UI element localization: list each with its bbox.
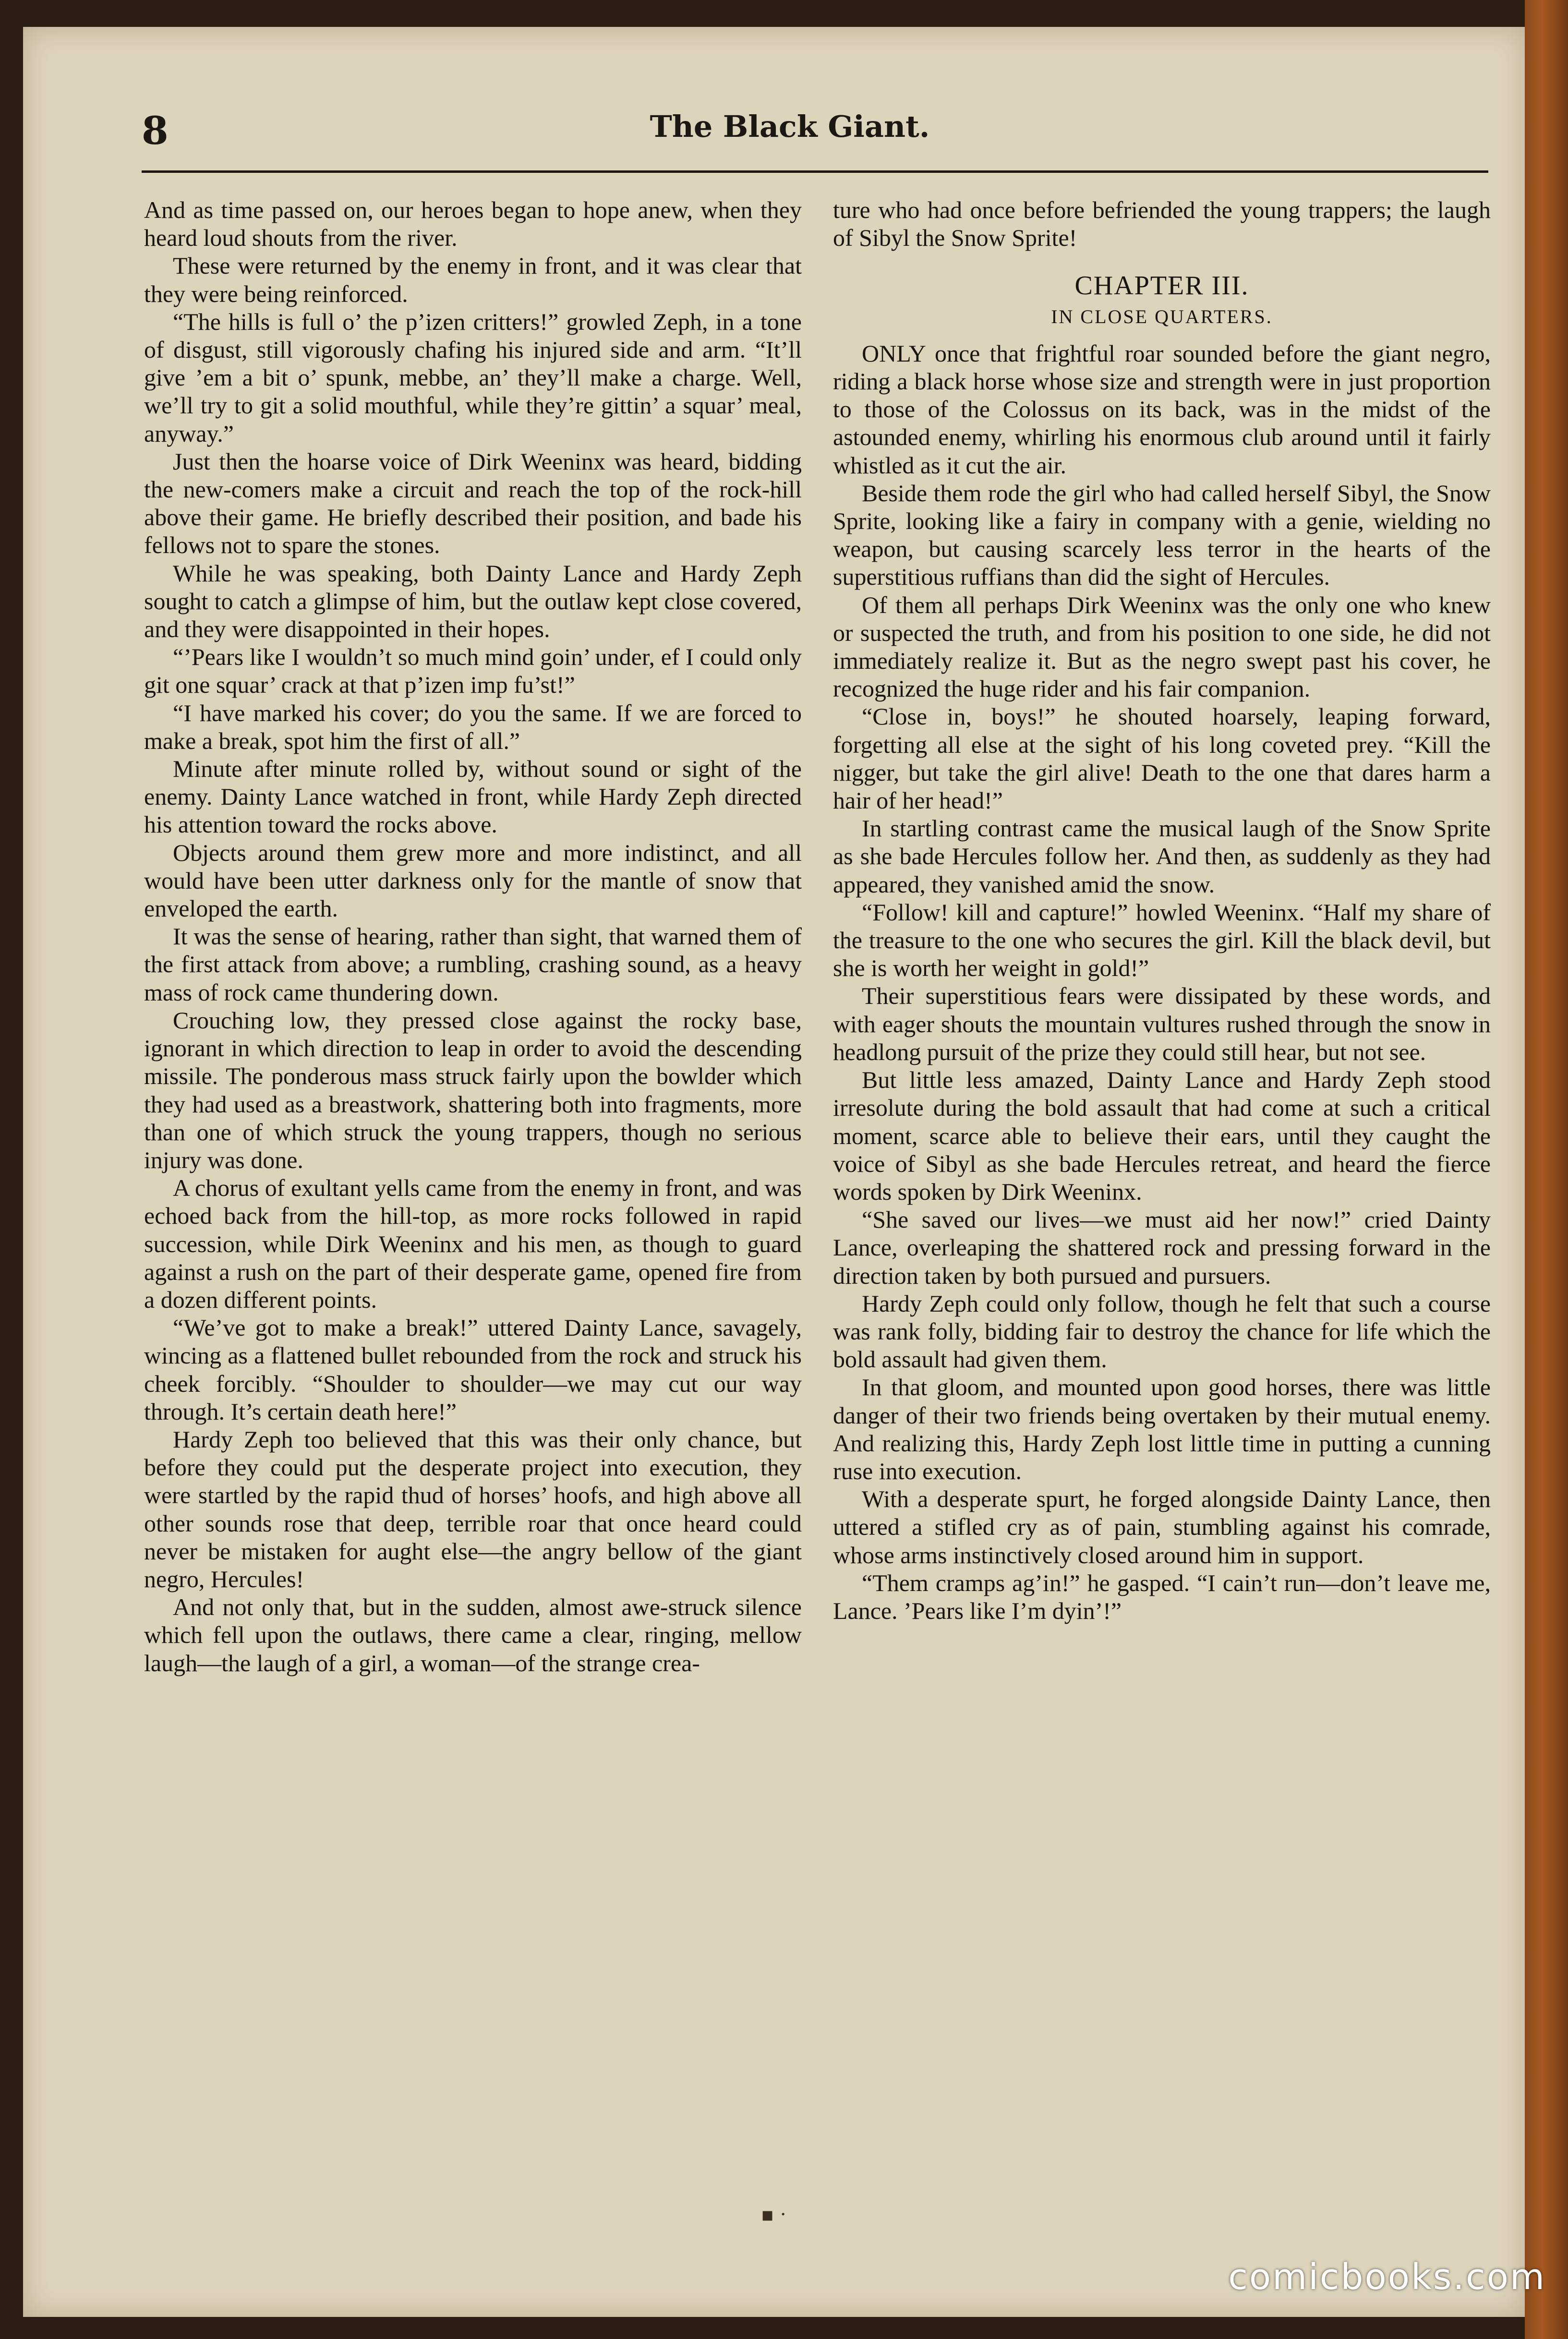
right-column xyxy=(833,196,1491,2174)
header-rule xyxy=(142,170,1488,173)
paragraph: And not only that, but in the sudden, almost awe-struck silence which fell upon the outlaws, there came a clear, ringing, mellow laugh—the laugh of a girl, a woman—of the strange crea- xyxy=(144,1593,802,1676)
page-number: 8 xyxy=(142,108,169,153)
paragraph: A chorus of exultant yells came from the enemy in front, and was echoed back from the hill-top, as more rocks followed in rapid succession, while Dirk Weeninx and his men, as though to guard against a rush on the part of their desperate game, opened fire from a dozen different points. xyxy=(144,1174,802,1313)
paragraph: With a desperate spurt, he forged alongside Dainty Lance, then uttered a stifled cry as of pain, stumbling against his comrade, whose arms instinctively closed around him in support. xyxy=(833,1485,1491,1568)
paragraph: “Them cramps ag’in!” he gasped. “I cain’t run—don’t leave me, Lance. ’Pears like I’m dyin’!” xyxy=(833,1569,1491,1624)
paragraph: In that gloom, and mounted upon good horses, there was little danger of their two friends being overtaken by their mutual enemy. And realizing this, Hardy Zeph lost little time in putting a cunning ruse into execution. xyxy=(833,1374,1491,1484)
paragraph: It was the sense of hearing, rather than sight, that warned them of the first attack from above; a rumbling, crashing sound, as a heavy mass of rock came thundering down. xyxy=(144,923,802,1006)
chapter-subtitle: IN CLOSE QUARTERS. xyxy=(1051,305,1273,327)
paragraph: “Follow! kill and capture!” howled Weeninx. “Half my share of the treasure to the one who secures the girl. Kill the black devil, but she is worth her weight in gold!” xyxy=(833,898,1491,982)
paragraph: “We’ve got to make a break!” uttered Dainty Lance, savagely, wincing as a flattened bullet rebounded from the rock and struck his cheek forcibly. “Shoulder to shoulder—we may cut our way through. It’s certain death here!” xyxy=(144,1314,802,1425)
paragraph: “She saved our lives—we must aid her now!” cried Dainty Lance, overleaping the shattered rock and pressing forward in the direction taken by both pursued and pursuers. xyxy=(833,1206,1491,1289)
watermark: comicbooks.com xyxy=(1228,2256,1546,2298)
paragraph: Beside them rode the girl who had called herself Sibyl, the Snow Sprite, looking like a fairy in company with a genie, wielding no weapon, but causing scarcely less terror in the hearts of the superstitious ruffians than did the sight of Hercules. xyxy=(833,479,1491,591)
paragraph: Minute after minute rolled by, without sound or sight of the enemy. Dainty Lance watched in front, while Hardy Zeph directed his attention toward the rocks above. xyxy=(144,755,802,838)
paragraph: These were returned by the enemy in front, and it was clear that they were being reinforced. xyxy=(144,252,802,307)
paragraph: “The hills is full o’ the p’izen critters!” growled Zeph, in a tone of disgust, still vigorously chafing his injured side and arm. “It’ll give ’em a bit o’ spunk, mebbe, an’ they’ll make a charge. Well, we’ll try to git a solid mouthful, while they’re gittin’ a squar’ meal, anyway.” xyxy=(144,308,802,447)
chapter-heading: CHAPTER III. xyxy=(1074,271,1249,301)
paragraph: But little less amazed, Dainty Lance and Hardy Zeph stood irresolute during the bold assault that had come at such a critical moment, scarce able to believe their ears, until they caught the voice of Sibyl as she bade Hercules retreat, and heard the fierce words spoken by Dirk Weeninx. xyxy=(833,1066,1491,1205)
paragraph: Just then the hoarse voice of Dirk Weeninx was heard, bidding the new-comers make a circuit and reach the top of the rock-hill above their game. He briefly described their position, and bade his fellows not to spare the stones. xyxy=(144,447,802,559)
paragraph: While he was speaking, both Dainty Lance and Hardy Zeph sought to catch a glimpse of him, but the outlaw kept close covered, and they were disappointed in their hopes. xyxy=(144,559,802,643)
paragraph: “Close in, boys!” he shouted hoarsely, leaping forward, forgetting all else at the sight of his long coveted prey. “Kill the nigger, but take the girl alive! Death to the one that dares harm a hair of her head!” xyxy=(833,703,1491,814)
paragraph: ONLY once that frightful roar sounded before the giant negro, riding a black horse whose size and strength were in just proportion to those of the Colossus on its back, was in the midst of the astounded enemy, whirling his enormous club around until it fairly whistled as it cut the air. xyxy=(833,339,1491,479)
paragraph: Hardy Zeph too believed that this was their only chance, but before they could put the desperate project into execution, they were startled by the rapid thud of horses’ hoofs, and high above all other sounds rose that deep, terrible roar that once heard could never be mistaken for aught else—the angry bellow of the giant negro, Hercules! xyxy=(144,1425,802,1592)
left-column xyxy=(144,196,802,2174)
binding-spine xyxy=(1525,0,1568,2339)
paragraph: “I have marked his cover; do you the same. If we are forced to make a break, spot him the first of all.” xyxy=(144,699,802,754)
right-column-body xyxy=(833,339,1491,1625)
paragraph: In startling contrast came the musical laugh of the Snow Sprite as she bade Hercules follow her. And then, as suddenly as they had appeared, they vanished amid the snow. xyxy=(833,815,1491,898)
paragraph: “’Pears like I wouldn’t so much mind goin’ under, ef I could only git one squar’ crack at that p’izen imp fu’st!” xyxy=(144,643,802,699)
running-title: The Black Giant. xyxy=(650,109,930,144)
paragraph: Objects around them grew more and more indistinct, and all would have been utter darkness only for the mantle of snow that enveloped the earth. xyxy=(144,839,802,922)
ink-smudge: ▪︎ · xyxy=(761,2204,786,2226)
paragraph: Their superstitious fears were dissipated by these words, and with eager shouts the mountain vultures rushed through the snow in headlong pursuit of the prize they could still hear, but not see. xyxy=(833,982,1491,1065)
page-header xyxy=(122,103,1457,156)
paragraph: And as time passed on, our heroes began to hope anew, when they heard loud shouts from the river. xyxy=(144,196,802,252)
paragraph: Hardy Zeph could only follow, though he felt that such a course was rank folly, bidding fair to destroy the chance for life which the bold assault had given them. xyxy=(833,1290,1491,1373)
paragraph: Of them all perhaps Dirk Weeninx was the only one who knew or suspected the truth, and from his position to one side, he did not immediately realize it. But as the negro swept past his cover, he recognized the huge rider and his fair companion. xyxy=(833,591,1491,702)
paragraph-continued: ture who had once before befriended the young trappers; the laugh of Sibyl the Snow Sprite! xyxy=(833,196,1491,252)
paragraph: Crouching low, they pressed close against the rocky base, ignorant in which direction to leap in order to avoid the descending missile. The ponderous mass struck fairly upon the bowlder which they had used as a breastwork, shattering both into fragments, more than one of which struck the young trappers, though no serious injury was done. xyxy=(144,1006,802,1173)
